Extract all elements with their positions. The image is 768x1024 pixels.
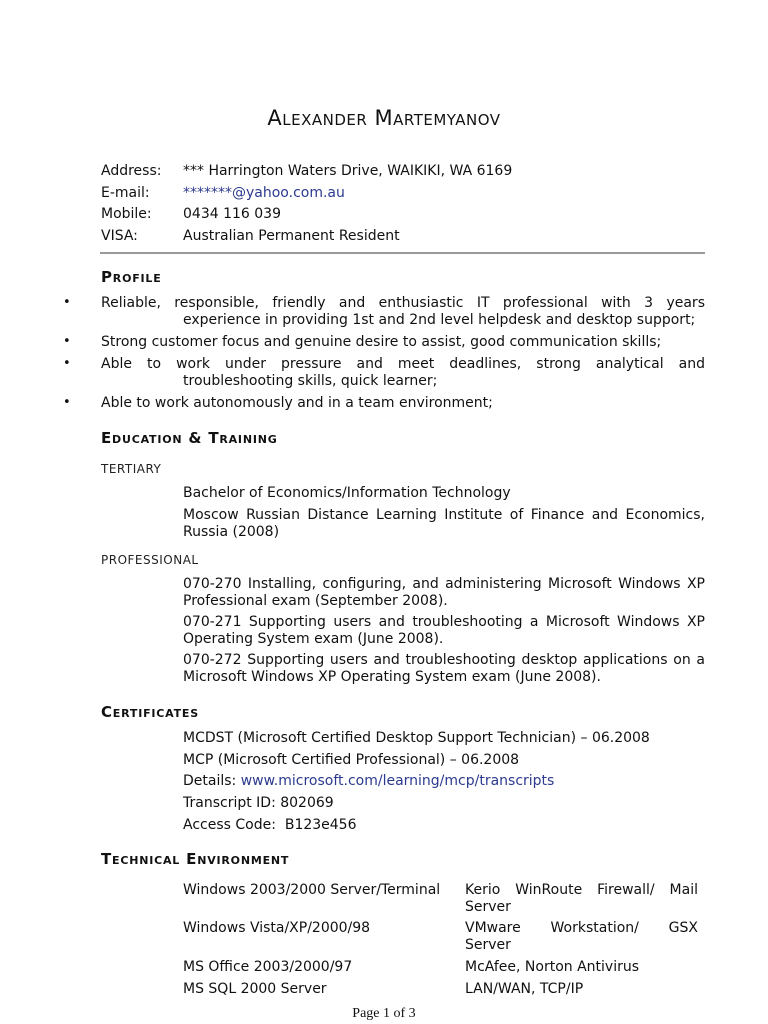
tech-left-item: MS Office 2003/2000/97 xyxy=(183,959,353,975)
bullet-icon: • xyxy=(63,295,71,310)
mobile-value: 0434 116 039 xyxy=(183,206,281,223)
profile-heading: Profile xyxy=(101,268,162,286)
tech-right-item xyxy=(465,981,698,998)
transcript-id: Transcript ID: 802069 xyxy=(183,795,334,811)
education-heading: Education & Training xyxy=(101,429,278,447)
bullet-text-line1: Reliable, responsible, friendly and enthusiastic IT professional with 3 years xyxy=(101,295,705,311)
tech-right-line2: Server xyxy=(465,937,511,953)
tech-right-line2: Server xyxy=(465,899,511,915)
mobile-label: Mobile: xyxy=(101,206,152,223)
contact-visa-row xyxy=(101,226,711,248)
address-label: Address: xyxy=(101,163,162,179)
list-item xyxy=(63,334,705,351)
list-item xyxy=(63,356,705,390)
page-number: Page 1 of 3 xyxy=(352,1006,416,1021)
access-code: Access Code: B123e456 xyxy=(183,817,357,833)
bullet-text: Able to work autonomously and in a team environment; xyxy=(101,395,493,411)
tech-left-item: Windows Vista/XP/2000/98 xyxy=(183,920,371,936)
tech-right-line1: LAN/WAN, TCP/IP xyxy=(465,981,584,997)
contact-address-row xyxy=(101,161,711,183)
tech-right-line1: Kerio WinRoute Firewall/ Mail xyxy=(465,882,698,898)
bullet-icon: • xyxy=(63,395,71,410)
list-item xyxy=(63,395,705,412)
email-label: E-mail: xyxy=(101,184,150,201)
visa-value: Australian Permanent Resident xyxy=(183,228,400,245)
bullet-icon: • xyxy=(63,334,71,349)
tertiary-label: TERTIARY xyxy=(101,462,162,476)
tech-right-item xyxy=(465,920,698,954)
transcripts-link[interactable]: www.microsoft.com/learning/mcp/transcripts xyxy=(240,773,555,789)
contact-email-row xyxy=(101,183,711,205)
tech-left-item: MS SQL 2000 Server xyxy=(183,981,327,997)
professional-exam-272: 070-272 Supporting users and troubleshooting desktop applications on a Microsoft Windows XP Operating System exam (June 2008). xyxy=(183,652,705,685)
header-divider xyxy=(100,252,705,254)
tech-right-line1: VMware Workstation/ GSX xyxy=(465,920,698,936)
email-link[interactable]: *******@yahoo.com.au xyxy=(183,184,345,201)
profile-list xyxy=(63,295,705,412)
professional-exam-270: 070-270 Installing, configuring, and administering Microsoft Windows XP Professional exam (September 2008). xyxy=(183,576,705,609)
tertiary-degree: Bachelor of Economics/Information Technology xyxy=(183,485,511,501)
cert-mcp: MCP (Microsoft Certified Professional) – 06.2008 xyxy=(183,752,520,768)
technical-heading: Technical Environment xyxy=(101,850,290,868)
tech-left-item: Windows 2003/2000 Server/Terminal xyxy=(183,882,441,898)
cert-mcdst: MCDST (Microsoft Certified Desktop Support Technician) – 06.2008 xyxy=(183,730,650,746)
bullet-text-line2: experience in providing 1st and 2nd level helpdesk and desktop support; xyxy=(183,312,696,328)
tech-right-line1: McAfee, Norton Antivirus xyxy=(465,959,640,975)
list-item xyxy=(63,295,705,329)
tech-right-item xyxy=(465,959,698,976)
visa-label: VISA: xyxy=(101,228,138,245)
bullet-text-line1: Able to work under pressure and meet deadlines, strong analytical and xyxy=(101,356,705,372)
tech-right-item xyxy=(465,882,698,916)
certificates-heading: Certificates xyxy=(101,703,199,721)
contact-mobile-row xyxy=(101,204,711,226)
bullet-text-line2: troubleshooting skills, quick learner; xyxy=(183,373,438,389)
candidate-name: Alexander Martemyanov xyxy=(267,106,501,130)
tertiary-institution: Moscow Russian Distance Learning Institute of Finance and Economics, Russia (2008) xyxy=(183,507,705,540)
professional-exam-271: 070-271 Supporting users and troubleshooting a Microsoft Windows XP Operating System exam (June 2008). xyxy=(183,614,705,647)
bullet-text: Strong customer focus and genuine desire to assist, good communication skills; xyxy=(101,334,662,350)
details-label: Details: xyxy=(183,773,237,789)
address-value: *** Harrington Waters Drive, WAIKIKI, WA 6169 xyxy=(183,163,513,179)
bullet-icon: • xyxy=(63,356,71,371)
professional-label: PROFESSIONAL xyxy=(101,553,199,567)
contact-block xyxy=(101,161,711,248)
cert-details xyxy=(183,773,554,790)
